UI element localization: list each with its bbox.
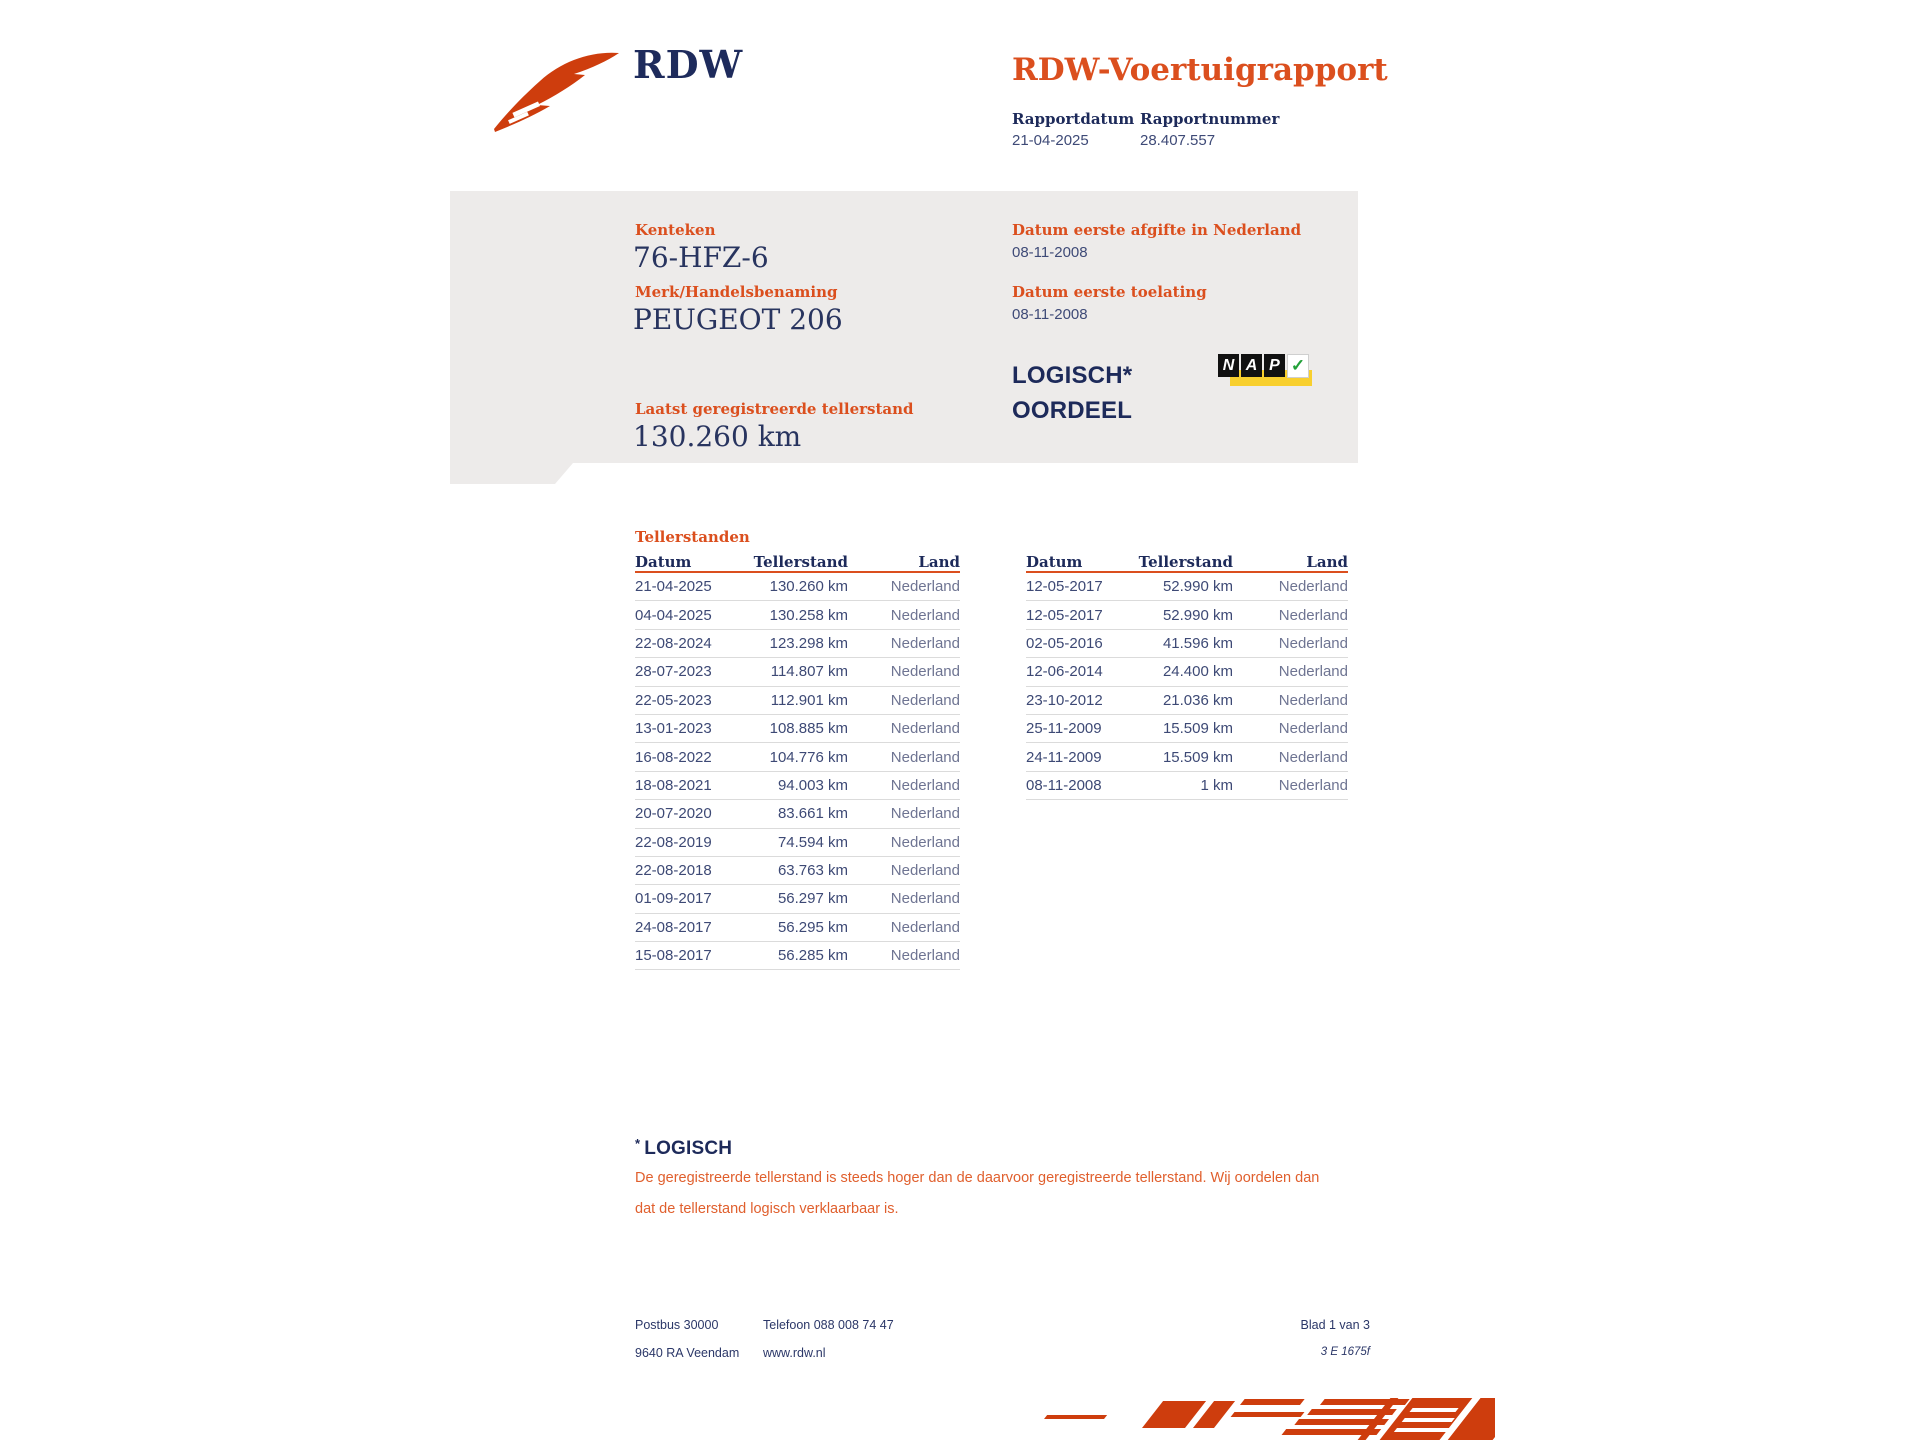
table-cell: 24-08-2017 [635,918,712,936]
report-number-label: Rapportnummer [1140,110,1280,128]
toelating-value: 08-11-2008 [1012,306,1088,323]
tellerstand-label: Laatst geregistreerde tellerstand [635,400,914,418]
table-row [635,715,960,743]
col-header-land: Land [918,553,960,571]
page-title: RDW-Voertuigrapport [1012,52,1388,88]
table-cell: Nederland [1278,691,1348,709]
rdw-wing-icon [492,50,620,132]
table-cell: 15-08-2017 [635,947,712,965]
table-row [635,601,960,629]
table-cell: 23-10-2012 [1026,691,1103,709]
nap-tile-p: P [1264,354,1285,377]
table-cell: 02-05-2016 [1026,634,1103,652]
table-cell: 16-08-2022 [635,748,712,766]
table-cell: 63.763 km [777,862,848,880]
table-cell: 114.807 km [770,663,848,681]
table-row [635,942,960,970]
table-cell: 41.596 km [1162,634,1233,652]
asterisk: * [635,1136,641,1151]
table-cell: Nederland [1278,776,1348,794]
col-header-tellerstand: Tellerstand [753,553,848,571]
speed-stripes-graphic [1040,1396,1495,1440]
explanation-line1: De geregistreerde tellerstand is steeds hoger dan de daarvoor geregistreerde tellerstand. Wij oordelen dan [635,1170,1320,1186]
rdw-logo [492,50,620,132]
table-header-row [635,550,960,573]
table-cell: 56.295 km [777,918,848,936]
table-cell: 74.594 km [777,833,848,851]
table-cell: 94.003 km [777,776,848,794]
tellerstanden-table-right [1026,550,1348,800]
table-cell: 52.990 km [1162,578,1233,596]
oordeel-line1: LOGISCH* [1012,362,1133,389]
table-cell: Nederland [890,805,960,823]
table-row [1026,601,1348,629]
table-cell: 130.260 km [769,578,848,596]
rdw-wordmark: RDW [633,42,744,87]
table-row [635,829,960,857]
table-cell: Nederland [890,833,960,851]
table-row [1026,743,1348,771]
table-row [635,800,960,828]
table-row [635,743,960,771]
table-row [635,885,960,913]
table-body [1026,573,1348,800]
table-cell: 21-04-2025 [635,578,712,596]
table-row [1026,772,1348,800]
table-row [635,914,960,942]
table-cell: 28-07-2023 [635,663,712,681]
table-header-row [1026,550,1348,573]
table-cell: Nederland [890,606,960,624]
table-cell: 22-08-2019 [635,833,712,851]
explanation-line2: dat de tellerstand logisch verklaarbaar is. [635,1201,899,1217]
report-number-value: 28.407.557 [1140,132,1216,149]
oordeel-text [1012,358,1132,428]
table-row [1026,573,1348,601]
afgifte-value: 08-11-2008 [1012,244,1088,261]
table-row [635,658,960,686]
col-header-land: Land [1306,553,1348,571]
table-row [1026,630,1348,658]
table-cell: 123.298 km [769,634,848,652]
table-cell: Nederland [1278,578,1348,596]
report-date-value: 21-04-2025 [1012,132,1089,149]
table-cell: 25-11-2009 [1026,720,1102,738]
nap-tile-n: N [1218,354,1239,377]
table-cell: Nederland [890,720,960,738]
table-cell: 56.297 km [777,890,848,908]
table-cell: 08-11-2008 [1026,776,1102,794]
table-cell: Nederland [1278,663,1348,681]
toelating-label: Datum eerste toelating [1012,283,1207,301]
table-cell: 52.990 km [1162,606,1233,624]
table-cell: 15.509 km [1162,748,1233,766]
col-header-tellerstand: Tellerstand [1138,553,1233,571]
col-header-datum: Datum [1026,553,1083,571]
table-cell: Nederland [1278,634,1348,652]
table-cell: 112.901 km [770,691,848,709]
table-row [635,857,960,885]
logisch-heading [635,1136,732,1160]
report-date-label: Rapportdatum [1012,110,1135,128]
table-row [635,573,960,601]
table-cell: 83.661 km [777,805,848,823]
table-cell: 20-07-2020 [635,805,712,823]
table-cell: 15.509 km [1162,720,1233,738]
table-row [635,687,960,715]
table-row [1026,658,1348,686]
kenteken-label: Kenteken [635,221,716,239]
table-row [635,772,960,800]
tellerstanden-table-left [635,550,960,970]
nap-tile-a: A [1241,354,1262,377]
table-cell: Nederland [890,748,960,766]
footer-address-line1: Postbus 30000 [635,1318,719,1332]
table-cell: 22-08-2018 [635,862,712,880]
table-cell: Nederland [890,634,960,652]
logisch-explanation [635,1163,1395,1225]
table-cell: Nederland [890,890,960,908]
table-cell: 18-08-2021 [635,776,712,794]
table-cell: Nederland [1278,606,1348,624]
nap-checkmark-icon: ✓ [1287,354,1309,378]
table-row [1026,687,1348,715]
logisch-heading-text: LOGISCH [644,1138,733,1159]
table-cell: 1 km [1200,776,1233,794]
table-cell: 24.400 km [1162,663,1233,681]
table-cell: Nederland [890,918,960,936]
footer-website: www.rdw.nl [763,1346,826,1360]
footer-phone: Telefoon 088 008 74 47 [763,1318,894,1332]
table-cell: Nederland [890,663,960,681]
table-cell: Nederland [890,776,960,794]
table-cell: 21.036 km [1162,691,1233,709]
table-body [635,573,960,970]
table-cell: 56.285 km [777,947,848,965]
table-row [1026,715,1348,743]
table-cell: 104.776 km [769,748,848,766]
tellerstand-value: 130.260 km [633,420,802,453]
table-cell: 12-05-2017 [1026,606,1103,624]
merk-label: Merk/Handelsbenaming [635,283,838,301]
table-cell: 130.258 km [769,606,848,624]
kenteken-value: 76-HFZ-6 [633,241,769,274]
table-cell: 12-05-2017 [1026,578,1103,596]
table-cell: 13-01-2023 [635,720,712,738]
footer-page-number: Blad 1 van 3 [1300,1318,1370,1332]
footer-address-line2: 9640 RA Veendam [635,1346,740,1360]
table-cell: Nederland [1278,748,1348,766]
table-cell: 22-08-2024 [635,634,712,652]
nap-logo [1218,352,1314,392]
table-cell: 12-06-2014 [1026,663,1103,681]
table-cell: 108.885 km [769,720,848,738]
afgifte-label: Datum eerste afgifte in Nederland [1012,221,1302,239]
table-cell: Nederland [890,578,960,596]
oordeel-line2: OORDEEL [1012,397,1133,424]
table-cell: Nederland [1278,720,1348,738]
table-cell: 22-05-2023 [635,691,712,709]
table-cell: 04-04-2025 [635,606,712,624]
table-cell: 24-11-2009 [1026,748,1102,766]
table-cell: Nederland [890,691,960,709]
col-header-datum: Datum [635,553,692,571]
footer-form-code: 3 E 1675f [1320,1346,1370,1358]
table-cell: Nederland [890,862,960,880]
merk-value: PEUGEOT 206 [633,303,843,336]
table-row [635,630,960,658]
table-cell: Nederland [890,947,960,965]
speed-stripes-icon [1040,1396,1495,1440]
tellerstanden-section-title: Tellerstanden [635,528,750,546]
table-cell: 01-09-2017 [635,890,712,908]
